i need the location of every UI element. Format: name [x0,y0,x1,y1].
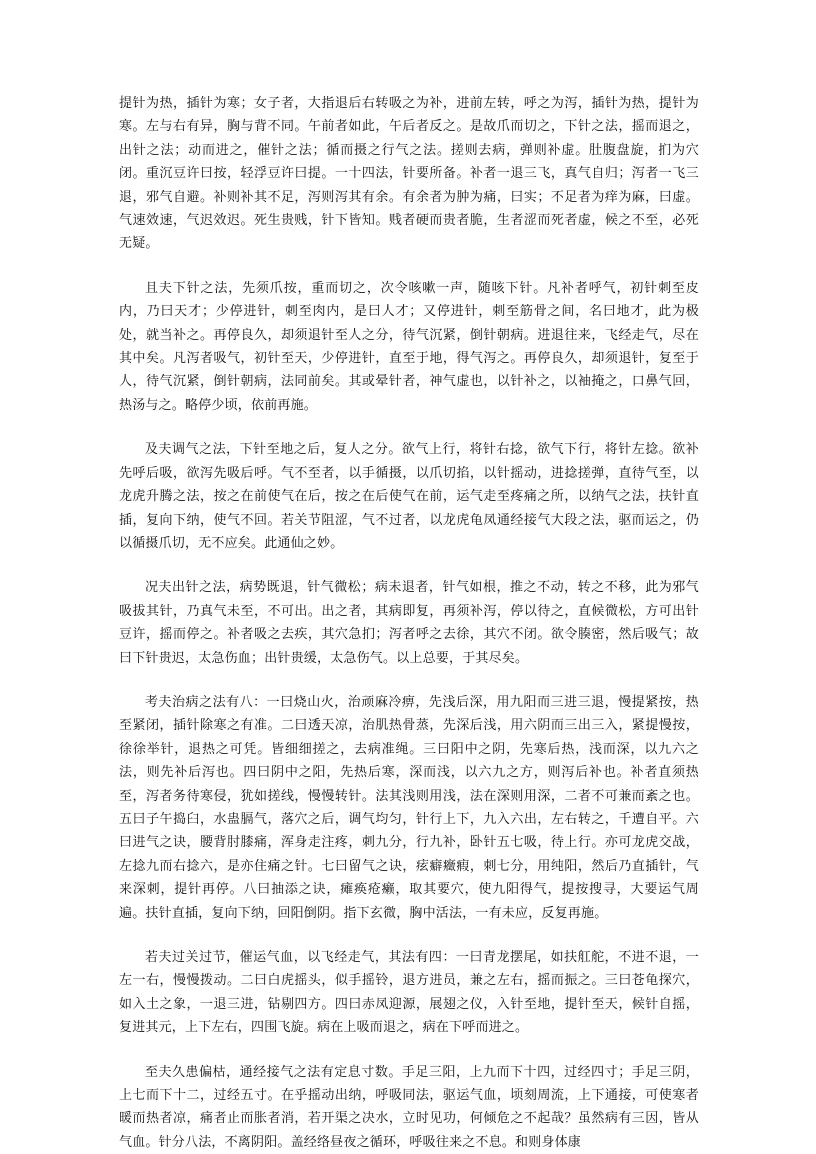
paragraph-1: 提针为热，插针为寒；女子者，大指退后右转吸之为补，进前左转，呼之为泻，插针为热，提针为寒。左与右有异，胸与背不同。午前者如此，午后者反之。是故爪而切之，下针之法，摇而退之，出针之法；动而进之，催针之法；循而摄之行气之法。搓则去病，弹则补虚。肚腹盘旋，扪为穴闭。重沉豆许曰按，轻浮豆许曰提。一十四法，针要所备。补者一退三飞，真气自归；泻者一飞三退，邪气自避。补则补其不足，泻则泻其有余。有余者为肿为痛，曰实；不足者为痒为麻，曰虚。气速效速，气迟效迟。死生贵贱，针下皆知。贱者硬而贵者脆，生者涩而死者虚，候之不至，必死无疑。 [119,96,699,252]
paragraph-2: 且夫下针之法，先须爪按，重而切之，次令咳嗽一声，随咳下针。凡补者呼气，初针刺至皮内，乃曰天才；少停进针，刺至肉内，是曰人才；又停进针，刺至筋骨之间，名曰地才，此为极处，就当补之。再停良久，却须退针至人之分，待气沉紧，倒针朝病。进退往来，飞经走气，尽在其中矣。凡泻者吸气，初针至天，少停进针，直至于地，得气泻之。再停良久，却须退针，复至于人，待气沉紧，倒针朝病，法同前矣。其或晕针者，神气虚也，以针补之，以袖掩之，口鼻气回，热汤与之。略停少顷，依前再施。 [119,280,699,413]
paragraph-7: 至夫久患偏枯，通经接气之法有定息寸数。手足三阳，上九而下十四，过经四寸；手足三阴，上七而下十二，过经五寸。在乎摇动出纳，呼吸同法，驱运气血，顷刻周流，上下通接，可使寒者暖而热者凉，痛者止而胀者消，若开渠之决水，立时见功，何倾危之不起哉？虽然病有三因，皆从气血。针分八法，不离阴阳。盖经络昼夜之循环，呼吸往来之不息。和则身体康 [119,1064,699,1150]
paragraph-3: 及夫调气之法，下针至地之后，复人之分。欲气上行，将针右捻，欲气下行，将针左捻。欲补先呼后吸，欲泻先吸后呼。气不至者，以手循摄，以爪切掐，以针摇动，进捻搓弹，直待气至，以龙虎升腾之法，按之在前使气在后，按之在后使气在前，运气走至疼痛之所，以纳气之法，扶针直插，复向下纳，使气不回。若关节阻涩，气不过者，以龙虎龟凤通经接气大段之法，驱而运之，仍以循摄爪切，无不应矣。此通仙之妙。 [119,442,699,551]
paragraph-4: 况夫出针之法，病势既退，针气微松；病未退者，针气如根，推之不动，转之不移，此为邪气吸拔其针，乃真气未至，不可出。出之者，其病即复，再须补泻，停以待之，直候微松，方可出针豆许，摇而停之。补者吸之去疾，其穴急扪；泻者呼之去徐，其穴不闭。欲令腠密，然后吸气；故曰下针贵迟，太急伤血；出针贵缓，太急伤气。以上总要，于其尽矣。 [119,580,699,666]
paragraph-5: 考夫治病之法有八：一曰烧山火，治顽麻冷痹，先浅后深，用九阳而三进三退，慢提紧按，热至紧闭，插针除寒之有准。二曰透天凉，治肌热骨蒸，先深后浅，用六阴而三出三入，紧提慢按，徐徐举针，退热之可凭。皆细细搓之，去病准绳。三曰阳中之阴，先寒后热，浅而深，以九六之法，则先补后泻也。四曰阴中之阳，先热后寒，深而浅，以六九之方，则泻后补也。补者直须热至，泻者务待寒侵，犹如搓线，慢慢转针。法其浅则用浅，法在深则用深，二者不可兼而紊之也。五曰子午捣臼，水蛊膈气，落穴之后，调气均匀，针行上下，九入六出，左右转之，千遭自平。六曰进气之诀，腰背肘膝痛，浑身走注疼，刺九分，行九补，卧针五七吸，待上行。亦可龙虎交战，左捻九而右捻六，是亦住痛之针。七曰留气之诀，痃癖癥瘕，刺七分，用纯阳，然后乃直插针，气来深刺，提针再停。八曰抽添之诀，瘫痪疮癞，取其要穴，使九阳得气，提按搜寻，大要运气周遍。扶针直插，复向下纳，回阳倒阴。指下玄微，胸中活法，一有未应，反复再施。 [119,694,699,921]
paragraph-6: 若夫过关过节，催运气血，以飞经走气，其法有四：一曰青龙摆尾，如扶舡舵，不进不退，一左一右，慢慢拨动。二曰白虎摇头，似手摇铃，退方进员，兼之左右，摇而振之。三曰苍龟探穴，如入土之象，一退三进，钻剔四方。四曰赤凤迎源，展翅之仪，入针至地，提针至天，候针自摇，复进其元，上下左右，四围飞旋。病在上吸而退之，病在下呼而进之。 [119,950,699,1036]
